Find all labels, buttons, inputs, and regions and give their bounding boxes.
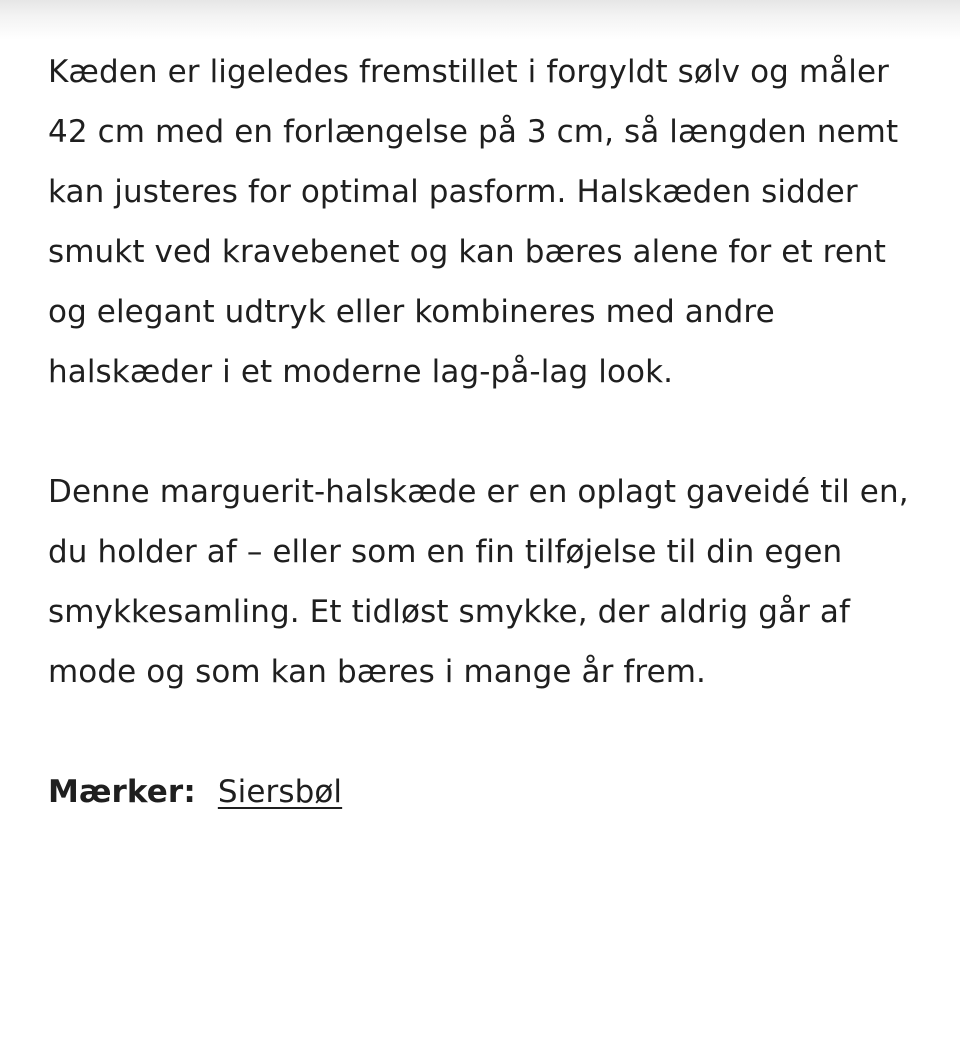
brands-label: Mærker: xyxy=(48,774,196,810)
description-paragraph-2: Denne marguerit-halskæde er en oplagt gaveidé til en, du holder af – eller som en fin tilføjelse til din egen smykkesamling. Et tidløst smykke, der aldrig går af mode og som kan bæres i mange år frem. xyxy=(48,474,909,690)
brand-link[interactable]: Siersbøl xyxy=(217,774,343,810)
description-paragraph-1: Kæden er ligeledes fremstillet i forgyldt sølv og måler 42 cm med en forlængelse på 3 cm, så længden nemt kan justeres for optimal pasform. Halskæden sidder smukt ved kravebenet og kan bæres alene for et rent og elegant udtryk eller kombineres med andre halskæder i et moderne lag-på-lag look. xyxy=(48,54,899,390)
brands-row xyxy=(48,762,918,822)
top-shadow xyxy=(0,0,960,40)
description-content xyxy=(48,42,918,822)
